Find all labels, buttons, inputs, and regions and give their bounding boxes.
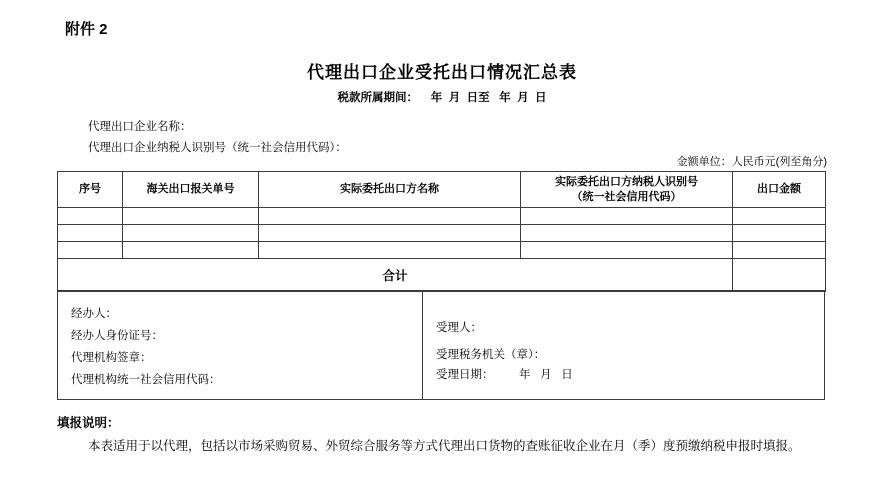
agency-seal-label: 代理机构签章： (71, 352, 152, 364)
cell-seq (58, 208, 123, 225)
company-name-label: 代理出口企业名称： (88, 121, 192, 133)
company-taxid-label: 代理出口企业纳税人识别号（统一社会信用代码）： (88, 142, 347, 154)
col-header-export-amount: 出口金额 (733, 172, 826, 208)
cell-entrusting-party-taxid (521, 208, 733, 225)
cell-customs-declaration-no (123, 225, 259, 242)
total-amount-cell (733, 259, 826, 292)
tax-period-line: 税款所属期间： 年 月 日至 年 月 日 (337, 92, 547, 104)
handler-id-label: 经办人身份证号： (71, 330, 163, 342)
cell-export-amount (733, 242, 826, 259)
cell-customs-declaration-no (123, 208, 259, 225)
accepting-authority-label: 受理税务机关（章）： (436, 349, 546, 361)
summary-table (57, 171, 826, 292)
col-header-customs-declaration-no: 海关出口报关单号 (123, 172, 259, 208)
cell-entrusting-party-name (259, 242, 521, 259)
handler-label: 经办人： (71, 308, 117, 320)
tax-authority-cell (423, 291, 824, 399)
form-title: 代理出口企业受托出口情况汇总表 (307, 63, 577, 82)
attachment-label: 附件 2 (65, 21, 108, 38)
col-header-entrusting-party-taxid (521, 172, 733, 208)
table-row (58, 225, 826, 242)
notes-heading: 填报说明： (57, 416, 120, 430)
table-header-row (58, 172, 826, 208)
cell-export-amount (733, 208, 826, 225)
acceptance-date-label: 受理日期： 年 月 日 (436, 369, 573, 381)
col-header-taxid-line1: 实际委托出口方纳税人识别号 (555, 175, 698, 188)
cell-entrusting-party-name (259, 208, 521, 225)
signature-section (57, 290, 825, 400)
cell-seq (58, 242, 123, 259)
agency-credit-code-label: 代理机构统一社会信用代码： (71, 374, 221, 386)
total-row (58, 259, 826, 292)
total-label-cell: 合计 (58, 259, 733, 292)
cell-customs-declaration-no (123, 242, 259, 259)
col-header-taxid-line2: （统一社会信用代码） (571, 190, 682, 203)
amount-unit-note: 金额单位：人民币元(列至角分) (676, 156, 827, 168)
cell-export-amount (733, 225, 826, 242)
cell-entrusting-party-taxid (521, 225, 733, 242)
col-header-seq: 序号 (58, 172, 123, 208)
table-row (58, 208, 826, 225)
acceptor-label: 受理人： (436, 322, 482, 334)
notes-body: 本表适用于以代理，包括以市场采购贸易、外贸综合服务等方式代理出口货物的查账征收企业在月（季）度预缴纳税申报时填报。 (88, 439, 801, 453)
cell-entrusting-party-name (259, 225, 521, 242)
cell-entrusting-party-taxid (521, 242, 733, 259)
table-row (58, 242, 826, 259)
cell-seq (58, 225, 123, 242)
col-header-entrusting-party-name: 实际委托出口方名称 (259, 172, 521, 208)
agency-signature-cell (58, 291, 423, 399)
